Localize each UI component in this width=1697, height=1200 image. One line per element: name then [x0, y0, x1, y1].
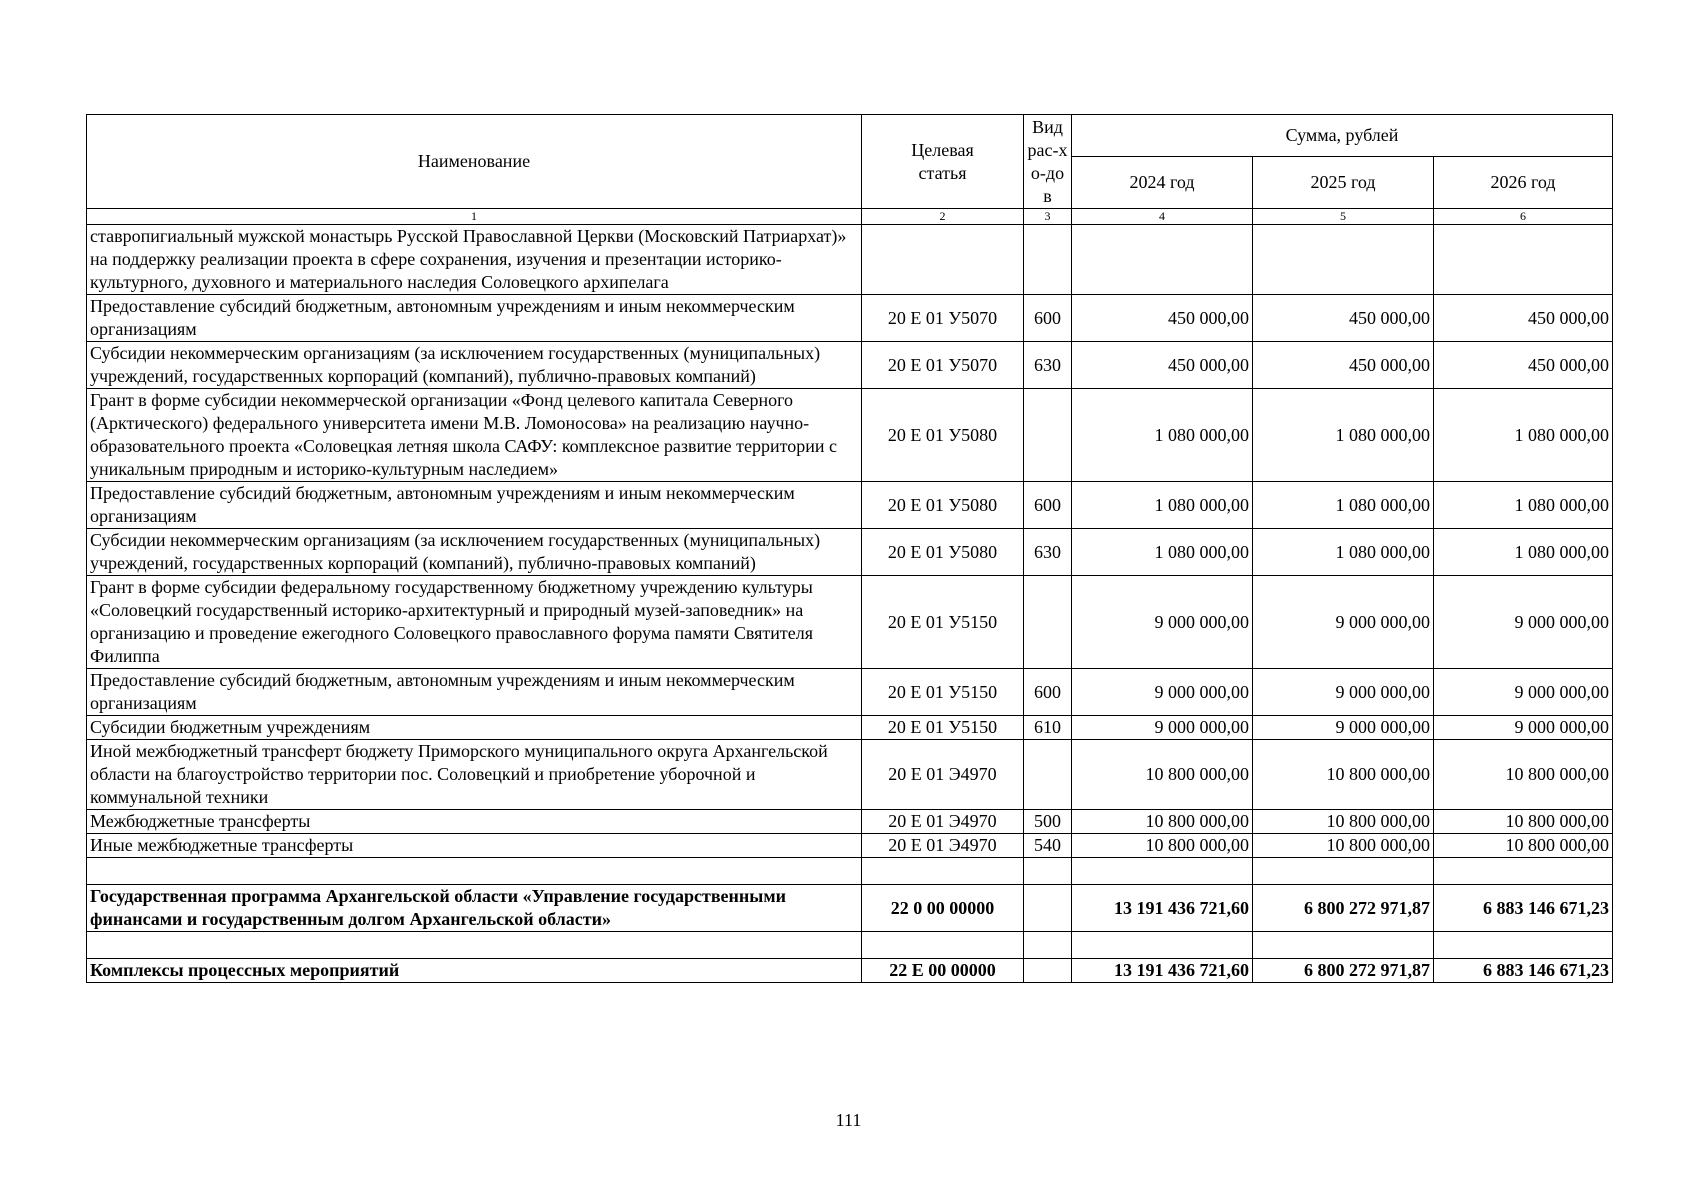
amount-2024-cell: 1 080 000,00: [1072, 529, 1253, 576]
header-sum: Сумма, рублей: [1072, 115, 1613, 157]
column-numbers-row: [87, 209, 1613, 225]
amount-2026-cell: 6 883 146 671,23: [1434, 959, 1613, 983]
amount-2024-cell: 1 080 000,00: [1072, 482, 1253, 529]
table-row: [87, 740, 1613, 810]
amount-2026-cell: 10 800 000,00: [1434, 834, 1613, 858]
column-number: 3: [1024, 209, 1072, 225]
table-row: [87, 482, 1613, 529]
amount-2024-cell: 9 000 000,00: [1072, 716, 1253, 740]
empty-cell: [87, 932, 862, 959]
amount-2024-cell: 450 000,00: [1072, 295, 1253, 342]
amount-2026-cell: [1434, 225, 1613, 295]
empty-cell: [1253, 932, 1434, 959]
target-article-cell: 20 Е 01 У5150: [862, 669, 1024, 716]
row-name: Иной межбюджетный трансферт бюджету Приморского муниципального округа Архангельской области на благоустройство территории пос. Соловецкий и приобретение уборочной и коммунальной техники: [87, 740, 862, 810]
amount-2025-cell: [1253, 225, 1434, 295]
column-number: 6: [1434, 209, 1613, 225]
header-year-2025: 2025 год: [1253, 157, 1434, 209]
target-article-cell: 20 Е 01 У5080: [862, 389, 1024, 482]
table-row: [87, 669, 1613, 716]
target-article-cell: 20 Е 01 Э4970: [862, 740, 1024, 810]
header-year-2024: 2024 год: [1072, 157, 1253, 209]
expense-type-cell: 630: [1024, 529, 1072, 576]
row-name: Предоставление субсидий бюджетным, автономным учреждениям и иным некоммерческим организациям: [87, 295, 862, 342]
amount-2025-cell: 9 000 000,00: [1253, 576, 1434, 669]
header-target-article: Целевая статья: [862, 115, 1024, 209]
expense-type-cell: [1024, 740, 1072, 810]
amount-2024-cell: 13 191 436 721,60: [1072, 885, 1253, 932]
amount-2025-cell: 450 000,00: [1253, 342, 1434, 389]
row-name: Предоставление субсидий бюджетным, автономным учреждениям и иным некоммерческим организациям: [87, 482, 862, 529]
amount-2026-cell: 1 080 000,00: [1434, 482, 1613, 529]
column-number: 5: [1253, 209, 1434, 225]
table-row: [87, 295, 1613, 342]
spacer-row: [87, 858, 1613, 885]
amount-2024-cell: 13 191 436 721,60: [1072, 959, 1253, 983]
table-row: [87, 834, 1613, 858]
amount-2026-cell: 1 080 000,00: [1434, 389, 1613, 482]
row-name: ставропигиальный мужской монастырь Русской Православной Церкви (Московский Патриархат)» на поддержку реализации проекта в сфере сохранения, изучения и презентации историко-культурного, духовного и материального наследия Соловецкого архипелага: [87, 225, 862, 295]
target-article-cell: 20 Е 01 Э4970: [862, 810, 1024, 834]
row-name: Субсидии некоммерческим организациям (за исключением государственных (муниципальных) учреждений, государственных корпораций (компаний), публично-правовых компаний): [87, 529, 862, 576]
expense-type-cell: 540: [1024, 834, 1072, 858]
empty-cell: [1434, 932, 1613, 959]
header-expense-type: Вид рас-хо-дов: [1024, 115, 1072, 209]
amount-2025-cell: 10 800 000,00: [1253, 834, 1434, 858]
table-row: [87, 959, 1613, 983]
empty-cell: [1253, 858, 1434, 885]
header-year-2026: 2026 год: [1434, 157, 1613, 209]
amount-2025-cell: 6 800 272 971,87: [1253, 959, 1434, 983]
row-name: Грант в форме субсидии федеральному государственному бюджетному учреждению культуры «Соловецкий государственный историко-архитектурный и природный музей-заповедник» на организацию и проведение ежегодного Соловецкого православного форума памяти Святителя Филиппа: [87, 576, 862, 669]
expense-type-cell: [1024, 576, 1072, 669]
amount-2026-cell: 9 000 000,00: [1434, 576, 1613, 669]
expense-type-cell: 630: [1024, 342, 1072, 389]
column-number: 2: [862, 209, 1024, 225]
target-article-cell: 20 Е 01 У5150: [862, 576, 1024, 669]
amount-2025-cell: 9 000 000,00: [1253, 669, 1434, 716]
target-article-cell: 20 Е 01 У5080: [862, 482, 1024, 529]
row-name: Государственная программа Архангельской области «Управление государственными финансами и государственным долгом Архангельской области»: [87, 885, 862, 932]
row-name: Субсидии некоммерческим организациям (за исключением государственных (муниципальных) учреждений, государственных корпораций (компаний), публично-правовых компаний): [87, 342, 862, 389]
table-row: [87, 342, 1613, 389]
amount-2025-cell: 6 800 272 971,87: [1253, 885, 1434, 932]
target-article-cell: 20 Е 01 У5150: [862, 716, 1024, 740]
row-name: Иные межбюджетные трансферты: [87, 834, 862, 858]
expense-type-cell: 600: [1024, 669, 1072, 716]
amount-2024-cell: [1072, 225, 1253, 295]
target-article-cell: 20 Е 01 У5080: [862, 529, 1024, 576]
amount-2025-cell: 10 800 000,00: [1253, 810, 1434, 834]
row-name: Комплексы процессных мероприятий: [87, 959, 862, 983]
page-number: 111: [835, 1110, 862, 1130]
amount-2024-cell: 9 000 000,00: [1072, 576, 1253, 669]
empty-cell: [1434, 858, 1613, 885]
empty-cell: [1024, 858, 1072, 885]
amount-2025-cell: 1 080 000,00: [1253, 389, 1434, 482]
amount-2025-cell: 1 080 000,00: [1253, 529, 1434, 576]
amount-2026-cell: 6 883 146 671,23: [1434, 885, 1613, 932]
table-row: [87, 885, 1613, 932]
document-page: [86, 114, 1612, 983]
row-name: Межбюджетные трансферты: [87, 810, 862, 834]
expense-type-cell: 610: [1024, 716, 1072, 740]
table-row: [87, 389, 1613, 482]
target-article-cell: 20 Е 01 У5070: [862, 295, 1024, 342]
row-name: Предоставление субсидий бюджетным, автономным учреждениям и иным некоммерческим организациям: [87, 669, 862, 716]
amount-2024-cell: 450 000,00: [1072, 342, 1253, 389]
header-name: Наименование: [87, 115, 862, 209]
amount-2026-cell: 10 800 000,00: [1434, 740, 1613, 810]
expense-type-cell: [1024, 885, 1072, 932]
row-name: Субсидии бюджетным учреждениям: [87, 716, 862, 740]
amount-2025-cell: 10 800 000,00: [1253, 740, 1434, 810]
amount-2026-cell: 1 080 000,00: [1434, 529, 1613, 576]
amount-2024-cell: 10 800 000,00: [1072, 810, 1253, 834]
table-body: [87, 225, 1613, 983]
column-number: 4: [1072, 209, 1253, 225]
table-row: [87, 810, 1613, 834]
expense-type-cell: 600: [1024, 295, 1072, 342]
target-article-cell: 20 Е 01 Э4970: [862, 834, 1024, 858]
empty-cell: [862, 858, 1024, 885]
table-row: [87, 529, 1613, 576]
amount-2026-cell: 450 000,00: [1434, 342, 1613, 389]
amount-2024-cell: 10 800 000,00: [1072, 740, 1253, 810]
expense-type-cell: [1024, 225, 1072, 295]
amount-2025-cell: 9 000 000,00: [1253, 716, 1434, 740]
empty-cell: [1072, 858, 1253, 885]
expense-type-cell: [1024, 959, 1072, 983]
amount-2024-cell: 9 000 000,00: [1072, 669, 1253, 716]
table-row: [87, 576, 1613, 669]
amount-2026-cell: 450 000,00: [1434, 295, 1613, 342]
empty-cell: [1024, 932, 1072, 959]
target-article-cell: 22 Е 00 00000: [862, 959, 1024, 983]
empty-cell: [1072, 932, 1253, 959]
amount-2024-cell: 10 800 000,00: [1072, 834, 1253, 858]
empty-cell: [862, 932, 1024, 959]
target-article-cell: [862, 225, 1024, 295]
amount-2024-cell: 1 080 000,00: [1072, 389, 1253, 482]
empty-cell: [87, 858, 862, 885]
amount-2026-cell: 9 000 000,00: [1434, 669, 1613, 716]
table-row: [87, 225, 1613, 295]
amount-2026-cell: 9 000 000,00: [1434, 716, 1613, 740]
amount-2026-cell: 10 800 000,00: [1434, 810, 1613, 834]
budget-table: [86, 114, 1613, 983]
amount-2025-cell: 450 000,00: [1253, 295, 1434, 342]
amount-2025-cell: 1 080 000,00: [1253, 482, 1434, 529]
expense-type-cell: [1024, 389, 1072, 482]
target-article-cell: 20 Е 01 У5070: [862, 342, 1024, 389]
spacer-row: [87, 932, 1613, 959]
row-name: Грант в форме субсидии некоммерческой организации «Фонд целевого капитала Северного (Арктического) федерального университета имени М.В. Ломоносова» на реализацию научно-образовательного проекта «Соловецкая летняя школа САФУ: комплексное развитие территории с уникальным природным и историко-культурным наследием»: [87, 389, 862, 482]
column-number: 1: [87, 209, 862, 225]
table-row: [87, 716, 1613, 740]
expense-type-cell: 500: [1024, 810, 1072, 834]
expense-type-cell: 600: [1024, 482, 1072, 529]
target-article-cell: 22 0 00 00000: [862, 885, 1024, 932]
